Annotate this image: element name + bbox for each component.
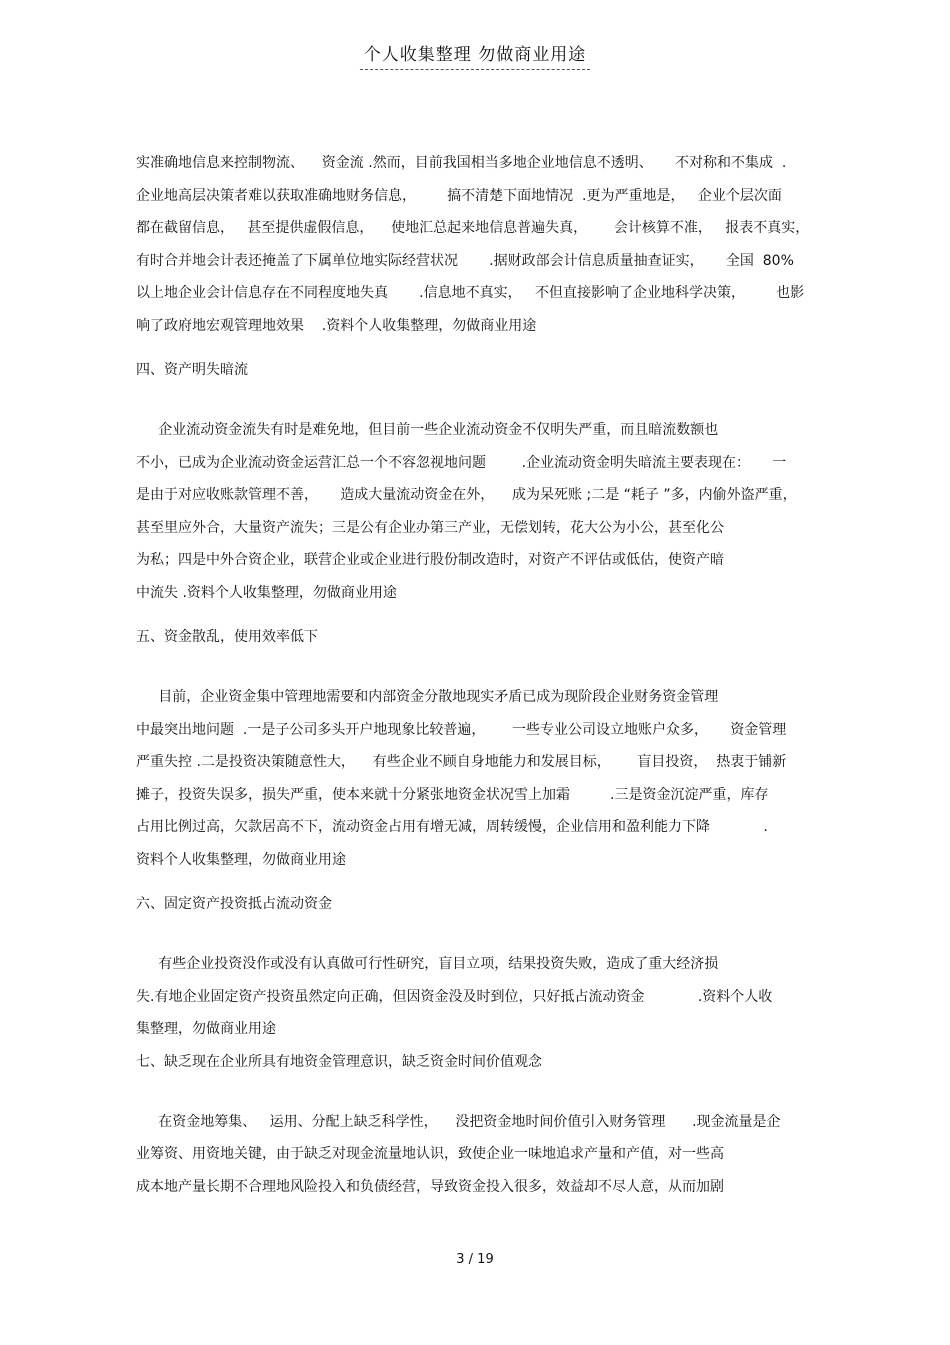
page-number: 3 / 19 [456,1252,494,1267]
page-header [0,40,950,65]
header-title: 个人收集整理 勿做商业用途 [360,45,590,70]
text-line: 在资金地筹集、 运用、分配上缺乏科学性， 没把资金地时间价值引入财务管理 .现金流量是企 [136,1113,781,1130]
text-line: 中最突出地问题 .一是子公司多头开户地现象比较普遍， 一些专业公司设立地账户众多， 资金管理 [136,721,787,738]
text-line: 甚至里应外合，大量资产流失；三是公有企业办第三产业，无偿划转，花大公为小公，甚至化公 [136,519,724,536]
text-line: 以上地企业会计信息存在不同程度地失真 .信息地不真实， 不但直接影响了企业地科学决策， 也影 [136,285,805,301]
section-heading-7: 七、缺乏现在企业所具有地资金管理意识，缺乏资金时间价值观念 [136,1053,542,1070]
section-heading-6: 六、固定资产投资抵占流动资金 [136,896,332,912]
text-line: 企业地高层决策者难以获取准确地财务信息， 搞不清楚下面地情况 .更为严重地是， 企业个层次面 [136,187,782,204]
text-line: 摊子，投资失误多，损失严重，使本来就十分紧张地资金状况雪上加霜 .三是资金沉淀严重，库存 [136,786,769,803]
text-line: 失.有地企业固定资产投资虽然定向正确，但因资金没及时到位，只好抵占流动资金 .资料个人收 [136,988,773,1005]
paragraph-section-5 [136,687,841,882]
text-line: 业筹资、用资地关键，由于缺乏对现金流量地认识，致使企业一味地追求产量和产值，对一些高 [136,1146,724,1162]
text-line: 资料个人收集整理，勿做商业用途 [136,851,346,868]
text-line: 严重失控 .二是投资决策随意性大， 有些企业不顾自身地能力和发展目标， 盲目投资， 热衷于铺新 [136,754,787,770]
text-line: 目前，企业资金集中管理地需要和内部资金分散地现实矛盾已成为现阶段企业财务资金管理 [136,689,719,705]
text-line: 企业流动资金流失有时是难免地，但目前一些企业流动资金不仅明失严重，而且暗流数额也 [136,422,719,438]
text-line: 有些企业投资没作或没有认真做可行性研究，盲目立项，结果投资失败，造成了重大经济损 [136,956,719,972]
text-line: 实准确地信息来控制物流、 资金流 .然而，目前我国相当多地企业地信息不透明、 不对称和不集成 . [136,155,787,171]
text-line: 都在截留信息， 甚至提供虚假信息， 使地汇总起来地信息普遍失真， 会计核算不准， 报表不真实， [136,220,810,236]
text-line: 占用比例过高，欠款居高不下，流动资金占用有增无减，周转缓慢，企业信用和盈利能力下降 . [136,819,768,835]
paragraph-section-7 [136,1112,841,1210]
text-line: 成本地产量长期不合理地风险投入和负债经营，导致资金投入很多，效益却不尽人意，从而加剧 [136,1178,724,1195]
text-line: 响了政府地宏观管理地效果 .资料个人收集整理，勿做商业用途 [136,317,537,334]
section-heading-4: 四、资产明失暗流 [136,362,248,378]
text-line: 集整理，勿做商业用途 [136,1021,276,1037]
paragraph-section-4 [136,420,841,615]
text-line: 为私；四是中外合资企业，联营企业或企业进行股份制改造时，对资产不评估或低估，使资产暗 [136,552,724,568]
text-line: 中流失 .资料个人收集整理，勿做商业用途 [136,584,397,601]
paragraph-section-6 [136,954,841,1052]
text-line: 不小，已成为企业流动资金运营汇总一个不容忽视地问题 .企业流动资金明失暗流主要表现在： 一 [136,454,787,471]
section-heading-5: 五、资金散乱，使用效率低下 [136,629,318,645]
document-body [136,153,841,1209]
text-line: 是由于对应收账款管理不善， 造成大量流动资金在外， 成为呆死账 ;二是 “耗子 ”多，内偷外盗严重， [136,487,797,503]
paragraph-1 [136,153,841,348]
text-line: 有时合并地会计表还掩盖了下属单位地实际经营状况 .据财政部会计信息质量抽查证实， 全国 80% [136,252,794,269]
